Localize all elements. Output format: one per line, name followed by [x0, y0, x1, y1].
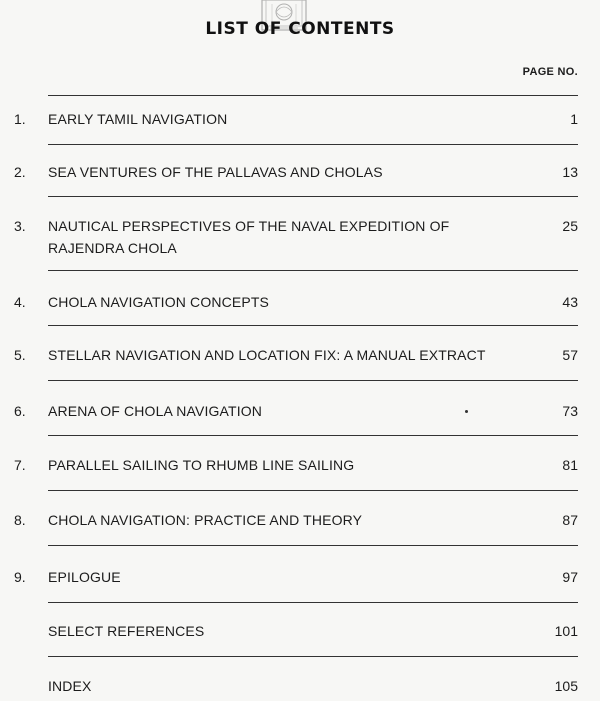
toc-entry-page: 87	[562, 512, 578, 528]
divider	[48, 656, 578, 657]
divider	[48, 95, 578, 96]
toc-entry-title: SEA VENTURES OF THE PALLAVAS AND CHOLAS	[48, 164, 383, 180]
divider	[48, 325, 578, 326]
print-speck	[465, 410, 468, 413]
divider	[48, 196, 578, 197]
toc-entry-title: SELECT REFERENCES	[48, 623, 205, 639]
toc-entry-page: 97	[562, 569, 578, 585]
toc-entry-page: 105	[554, 678, 578, 694]
toc-entry-number: 9.	[14, 569, 26, 585]
divider	[48, 270, 578, 271]
page-title: LIST OF CONTENTS	[205, 19, 395, 39]
page-number-column-header: PAGE NO.	[522, 66, 578, 78]
toc-entry-page: 81	[562, 457, 578, 473]
toc-entry-number: 8.	[14, 512, 26, 528]
toc-entry-title: STELLAR NAVIGATION AND LOCATION FIX: A MANUAL EXTRACT	[48, 347, 486, 363]
toc-entry-title: CHOLA NAVIGATION: PRACTICE AND THEORY	[48, 512, 363, 528]
toc-entry-page: 73	[562, 403, 578, 419]
toc-entry-number: 2.	[14, 164, 26, 180]
divider	[48, 435, 578, 436]
toc-entry-number: 1.	[14, 111, 26, 127]
toc-entry-number: 6.	[14, 403, 26, 419]
toc-entry-page: 13	[562, 164, 578, 180]
toc-entry-title: EARLY TAMIL NAVIGATION	[48, 111, 228, 127]
divider	[48, 144, 578, 145]
toc-entry-title: INDEX	[48, 678, 92, 694]
toc-entry-title: EPILOGUE	[48, 569, 121, 585]
toc-entry-page: 43	[562, 294, 578, 310]
divider	[48, 380, 578, 381]
toc-entry-page: 25	[562, 218, 578, 234]
divider	[48, 602, 578, 603]
toc-entry-number: 3.	[14, 218, 26, 234]
divider	[48, 545, 578, 546]
toc-entry-page: 101	[554, 623, 578, 639]
toc-entry-title: ARENA OF CHOLA NAVIGATION	[48, 403, 263, 419]
divider	[48, 490, 578, 491]
toc-entry-number: 4.	[14, 294, 26, 310]
toc-entry-page: 1	[570, 111, 578, 127]
toc-entry-page: 57	[562, 347, 578, 363]
toc-entry-title: NAUTICAL PERSPECTIVES OF THE NAVAL EXPEDITION OF RAJENDRA CHOLA	[48, 218, 450, 256]
toc-entry-number: 7.	[14, 457, 26, 473]
toc-entry-title: PARALLEL SAILING TO RHUMB LINE SAILING	[48, 457, 355, 473]
toc-entry-title: CHOLA NAVIGATION CONCEPTS	[48, 294, 270, 310]
toc-entry-number: 5.	[14, 347, 26, 363]
